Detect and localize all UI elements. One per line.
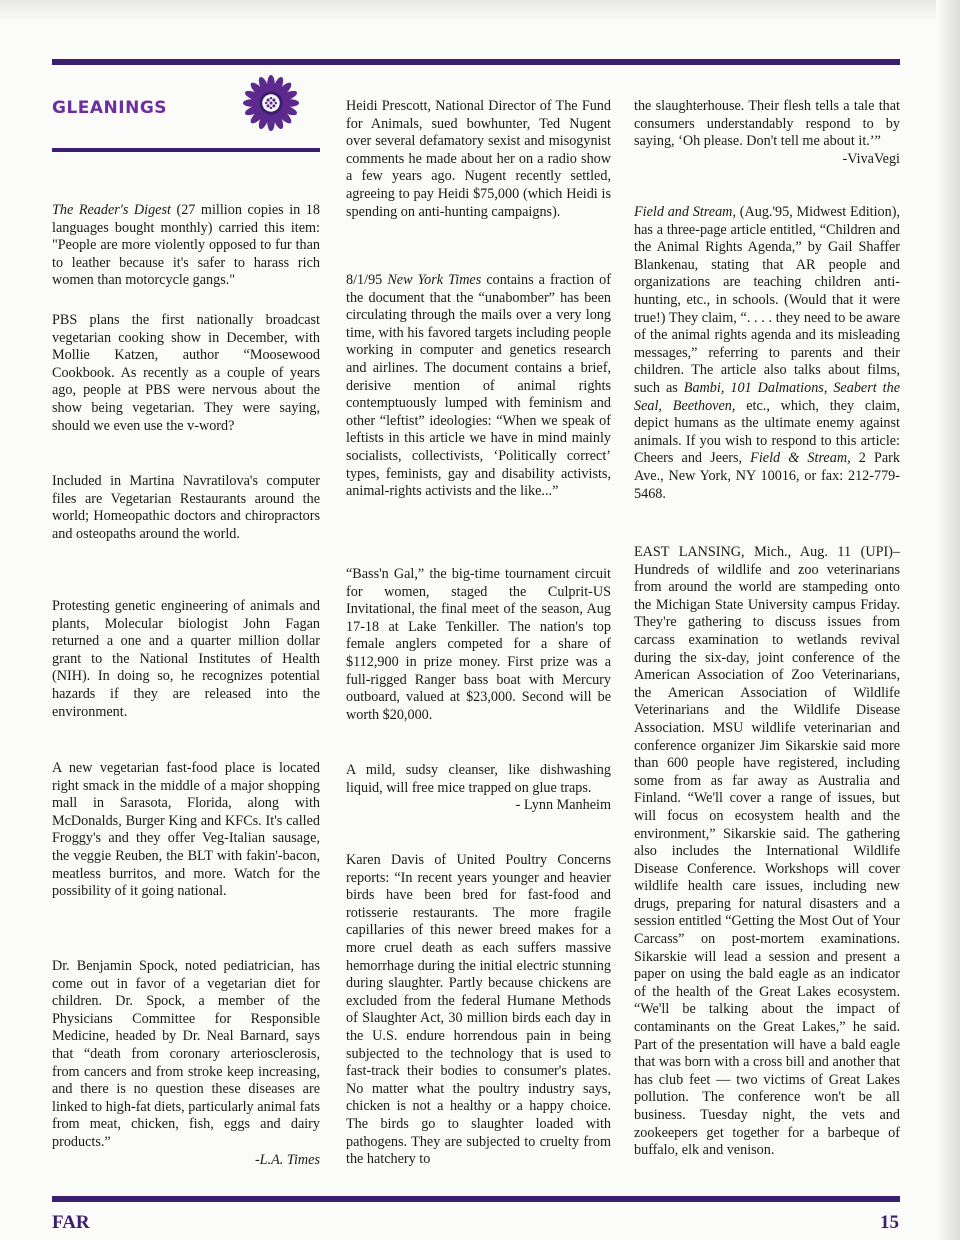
publication-title: Field and Stream [634,204,733,220]
section-title: GLEANINGS [52,98,168,118]
scan-edge-top [0,0,960,22]
attribution: -VivaVegi [842,150,900,167]
bottom-rule [52,1196,900,1202]
item-glue-traps: A mild, sudsy cleanser, like dishwashing liquid, will free mice trapped on glue traps. - Lynn Manheim [346,762,611,814]
top-rule [52,59,900,65]
item-pbs-cooking-show: PBS plans the first nationally broadcast vegetarian cooking show in December, with Mollie Katzen, author “Moosewood Cookbook. As recently as a couple of years ago, people at PBS were nervous about the show being vegetarian. They were saying, should we even use the v-word? [52,312,320,434]
film-titles: Bambi, 101 Dalmations, Seabert the Seal, Beethoven, [634,379,900,414]
item-unabomber: 8/1/95 New York Times contains a fraction of the document that the “unabomber” has been circulating through the mails over a very long time, with his favored targets including people working in computer and genetics research and airlines. The document contains a brief, derisive mention of animal rights contemptuously lumped with feminism and other “leftist” ideologies: “When we speak of leftists in this article we have in mind mainly socialists, collectivists, ‘Politically correct’ types, feminists, gay and disability activists, animal-rights activists and the like...” [346,272,611,500]
publication-title: The Reader's Digest [52,202,171,218]
item-poultry-continued: the slaughterhouse. Their flesh tells a tale that consumers understandably respond to by saying, ‘Oh please. Don't tell me about it.’” -VivaVegi [634,98,900,167]
item-bassn-gal: “Bass'n Gal,” the big-time tournament circuit for women, staged the Culprit-US Invitational, the final meet of the season, Aug 17-18 at Lake Tenkiller. The nation's top female anglers competed for a share of $112,900 in prize money. First prize was a full-rigged Ranger bass boat with Mercury outboard, valued at $23,000. Second will be worth $20,000. [346,566,611,723]
publication-title: New York Times [387,272,482,288]
item-genetic-engineering: Protesting genetic engineering of animals and plants, Molecular biologist John Fagan returned a one and a quarter million dollar grant to the National Institutes of Health (NIH). In doing so, he recognizes potential hazards if they are released into the environment. [52,598,320,720]
item-field-and-stream: Field and Stream, (Aug.'95, Midwest Edition), has a three-page article entitled, “Children and the Animal Rights Agenda,” by Gail Shaffer Blankenau, stating that AR people and organizations are teaching children anti-hunting, etc., in schools. (Would that it were true!) They claim, “. . . . they need to be aware of the animal rights agenda and its misleading messages,” referring to parents and their children. The article also talks about films, such as Bambi, 101 Dalmations, Seabert the Seal, Beethoven, etc., which, they claim, depict humans as the ultimate enemy against animals. If you wish to respond to this article: Cheers and Jeers, Field & Stream, 2 Park Ave., New York, NY 10016, or fax: 212-779-5468. [634,204,900,502]
item-readers-digest: The Reader's Digest (27 million copies in 18 languages bought monthly) carried this item: "People are more violently opposed to fur than to leather because it's safer to harass rich women than motorcycle gangs." [52,202,320,289]
attribution: -L.A. Times [254,1151,320,1168]
sunflower-icon [242,74,300,132]
item-east-lansing: EAST LANSING, Mich., Aug. 11 (UPI)– Hundreds of wildlife and zoo veterinarians from around the world are stampeding onto the Michigan State University campus Friday. They're gathering to discuss issues from carcass examination to wetlands revival during the six-day, joint conference of the American Association of Zoo Veterinarians, the American Association of Wildlife Veterinarians and the Wildlife Disease Association. MSU wildlife veterinarian and conference organizer Jim Sikarskie said more than 600 people have registered, including some from as far away as Australia and Finland. “We'll cover a range of issues, but will focus on ecosystem health and the environment,” Sikarskie said. The gathering also includes the International Wildlife Disease Conference. Workshops will cover wildlife health care issues, including new drugs, preparing for natural disasters and a session entitled “Getting the Most Out of Your Carcass” on post-mortem examinations. Sikarskie will lead a session and present a paper on using the bald eagle as an indicator of the health of the Great Lakes ecosystem. “We'll be talking about the impact of contaminants on the Great Lakes,” he said. Part of the presentation will have a bald eagle that was born with a cross bill and another that has club feet — two victims of Great Lakes pollution. The conference won't be all business. Tuesday night, the vets and zookeepers get together for a barbeque of buffalo, elk and venison. [634,544,900,1159]
publication-title: Field & Stream, [750,450,851,467]
scan-edge-right [936,0,960,1240]
item-dr-spock: Dr. Benjamin Spock, noted pediatrician, has come out in favor of a vegetarian diet for children. Dr. Spock, a member of the Physicians Committee for Responsible Medicine, headed by Dr. Neal Barnard, says that “death from coronary arteriosclerosis, from cancers and from stroke keep increasing, and there is no question these diseases are linked to high-fat diets, particularly animal fats from meat, chicken, fish, eggs and dairy products.” -L.A. Times [52,958,320,1168]
item-navratilova: Included in Martina Navratilova's computer files are Vegetarian Restaurants around the world; Homeopathic doctors and chiropractors and osteopaths around the world. [52,473,320,542]
section-head-rule [52,148,320,152]
item-froggys: A new vegetarian fast-food place is located right smack in the middle of a major shopping mall in Sarasota, Florida, along with McDonalds, Burger King and KFCs. It's called Froggy's and they offer Veg-Italian sausage, the veggie Reuben, the BLT with fakin'-bacon, meatless burritos, and more. Watch for the possibility of it going national. [52,760,320,900]
footer-page-number: 15 [880,1212,899,1233]
item-poultry-concerns: Karen Davis of United Poultry Concerns reports: “In recent years younger and heavier birds have been bred for fast-food and rotisserie restaurants. The more fragile capillaries of this newer breed makes for a more cruel death as each suffers massive hemorrhage during the initial electric stunning during slaughter. Partly because chickens are excluded from the federal Humane Methods of Slaughter Act, 30 million birds each day in the U.S. endure horrendous pain in being subjected to the technology that is used to fast-track their bodies to consumer's plates. No matter what the poultry industry says, chicken is not a healthy or a happy choice. The birds go to slaughter loaded with pathogens. They are subjected to cruelty from the hatchery to [346,852,611,1168]
attribution: - Lynn Manheim [515,797,611,814]
item-heidi-prescott: Heidi Prescott, National Director of The Fund for Animals, sued bowhunter, Ted Nugent over several defamatory sexist and misogynist comments he made about her on a radio show a few years ago. Nugent recently settled, agreeing to pay Heidi $75,000 (which Heidi is spending on anti-hunting campaigns). [346,98,611,220]
footer-publication: FAR [52,1212,90,1233]
